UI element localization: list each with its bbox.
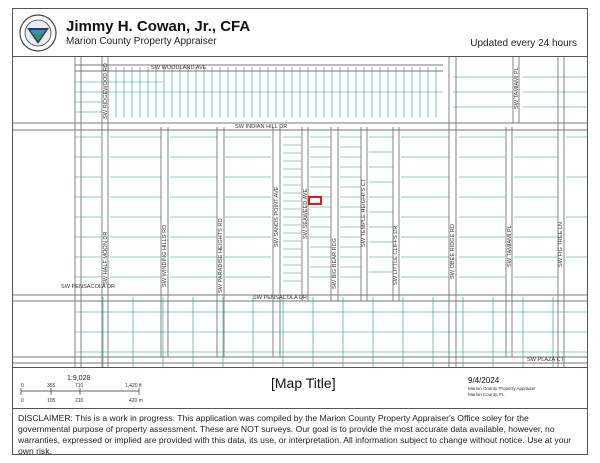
selected-parcel[interactable] <box>309 197 321 204</box>
map-frame <box>12 8 588 455</box>
map-credit-agency: Marion County Property Appraiser <box>468 386 536 391</box>
street-label-indian-hill: SW INDIAN HILL DR <box>235 124 288 130</box>
street-label-seaweed: SW SEAWEED AVE <box>303 188 309 239</box>
street-label-woodland: SW WOODLAND AVE <box>151 65 207 71</box>
street-label-sands-point: SW SANDS POINT AVE <box>274 186 280 247</box>
scale-ratio: 1:9,028 <box>67 375 91 382</box>
map-title: [Map Title] <box>271 375 336 391</box>
street-label-temple-heights: SW TEMPLE HEIGHTS CT <box>361 178 367 247</box>
street-label-half-moon: SW HALF MOON DR <box>103 231 109 285</box>
scale-ft-1: 355 <box>47 383 56 389</box>
map-canvas[interactable] <box>13 57 587 368</box>
scale-m-0: 0 <box>21 398 24 404</box>
street-label-fig-tree: SW FIG TREE LN <box>558 222 564 267</box>
street-label-paradise-heights: SW PARADISE HEIGHTS RD <box>218 218 224 293</box>
scale-bar <box>15 382 155 408</box>
scale-m-2: 210 <box>75 398 84 404</box>
map-date: 9/4/2024 <box>468 376 500 385</box>
page-title: Jimmy H. Cowan, Jr., CFA <box>66 18 251 35</box>
page-subtitle: Marion County Property Appraiser <box>66 36 217 47</box>
street-label-tamiami-mid: SW TAMIAMI PL <box>507 225 513 267</box>
map-credit-location: Marion County, FL <box>468 392 505 397</box>
street-label-ridgewood: SW RIDGEWOOD RD <box>103 63 109 119</box>
street-label-pensacola-left: SW PENSACOLA DR <box>61 284 116 290</box>
scale-ft-3: 1,420 ft <box>125 383 142 389</box>
header <box>13 9 587 57</box>
street-label-pensacola-mid: SW PENSACOLA DR <box>253 295 308 301</box>
map-footer <box>13 368 587 408</box>
disclaimer-text: DISCLAIMER: This is a work in progress. This application was compiled by the Marion County Property Appraiser's Office soley for the governmental purpose of property assessment. These are NOT surveys. Our goal is to provide the most accurate data available, however, no warranties, expressed or implied are provided with this data, its use, or interpretation. All information subject to change without notice. Use at your own risk. <box>13 408 587 454</box>
scale-ft-0: 0 <box>21 383 24 389</box>
scale-m-3: 420 m <box>129 398 143 404</box>
street-label-little-cliffs: SW LITTLE CLIFFS DR <box>393 225 399 285</box>
scale-m-1: 105 <box>47 398 56 404</box>
street-label-obee-ridge: SW OBEE RIDGE RD <box>450 223 456 279</box>
street-label-big-bear: SW BIG BEAR RDG <box>332 238 338 289</box>
street-label-tamiami-top: SW TAMIAMI PL <box>514 67 520 109</box>
parcel-map <box>13 57 587 367</box>
update-note: Updated every 24 hours <box>470 38 577 49</box>
street-label-winding-hills: SW WINDING HILLS RD <box>162 224 168 287</box>
scale-ft-2: 710 <box>75 383 84 389</box>
street-label-plaza: SW PLAZA CT <box>527 357 564 363</box>
county-seal-icon <box>19 14 57 52</box>
